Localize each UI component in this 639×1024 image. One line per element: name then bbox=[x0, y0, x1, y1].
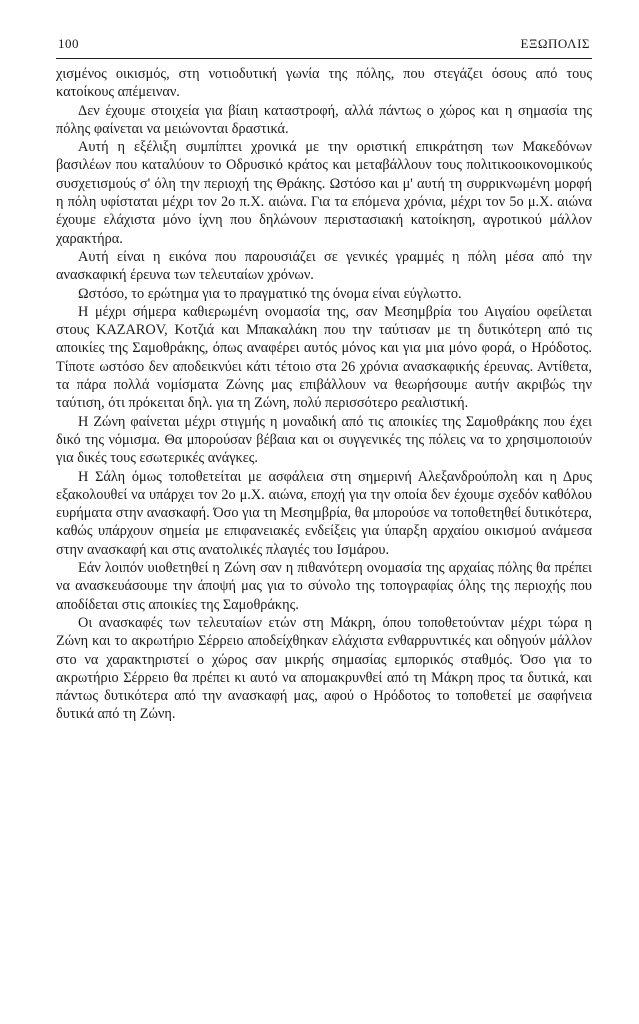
paragraph: Εάν λοιπόν υιοθετηθεί η Ζώνη σαν η πιθανότερη ονομασία της αρχαίας πόλης θα πρέπει να ανασκευάσουμε την άποψή μας για το σύνολο της τοπογραφίας όλης της περιοχής που αποδίδεται στις αποικίες της Σαμοθράκης. bbox=[56, 560, 592, 613]
running-title: ΕΞΩΠΟΛΙΣ bbox=[520, 36, 590, 51]
paragraph: Η Σάλη όμως τοποθετείται με ασφάλεια στη σημερινή Αλεξανδρούπολη και η Δρυς εξακολουθεί να υπάρχει τον 2ο μ.Χ. αιώνα, εποχή για την οποία δεν έχουμε σχεδόν καθόλου ευρήματα στην ανασκαφή. Όσο για τη Μεσημβρία, θα μπορούσε να τοποθετηθεί δυτικότερα, καθώς υπάρχουν σημεία με επιφανειακές ενδείξεις για ύπαρξη αρχαίου οικισμού ανάμεσα στην ανασκαφή και στις ανατολικές πλαγιές του Ισμάρου. bbox=[56, 468, 592, 558]
page-header bbox=[56, 36, 592, 59]
paragraph: χισμένος οικισμός, στη νοτιοδυτική γωνία της πόλης, που στεγάζει όσους από τους κατοίκους απέμειναν. bbox=[56, 66, 592, 101]
paragraph: Αυτή η εξέλιξη συμπίπτει χρονικά με την οριστική επικράτηση των Μακεδόνων βασιλέων που καταλύουν το Οδρυσικό κράτος και μεταβάλλουν τους πολιτικοοικονομικούς συσχετισμούς σ' όλη την περιοχή της Θράκης. Ωστόσο και μ' αυτή τη συρρικνωμένη μορφή η πόλη υφίσταται μέχρι τον 2ο π.Χ. αιώνα. Για τα επόμενα χρόνια, μέχρι τον 5ο μ.Χ. αιώνα έχουμε ελάχιστα μόνο ίχνη που δηλώνουν περιστασιακή κατοίκηση, αγροτικού μάλλον χαρακτήρα. bbox=[56, 139, 592, 247]
paragraph: Ωστόσο, το ερώτημα για το πραγματικό της όνομα είναι εύγλωττο. bbox=[78, 285, 462, 302]
paragraph: Δεν έχουμε στοιχεία για βίαιη καταστροφή, αλλά πάντως ο χώρος και η σημασία της πόλης φαίνεται να μειώνονται δραστικά. bbox=[56, 102, 592, 137]
page-number: 100 bbox=[58, 36, 79, 51]
paragraph: Αυτή είναι η εικόνα που παρουσιάζει σε γενικές γραμμές η πόλη μέσα από την ανασκαφική έρευνα των τελευταίων χρόνων. bbox=[56, 248, 592, 284]
body-text bbox=[56, 65, 592, 724]
book-page bbox=[56, 36, 592, 724]
paragraph: Η μέχρι σήμερα καθιερωμένη ονομασία της, σαν Μεσημβρία του Αιγαίου οφείλεται στους KAZAROV, Κοτζιά και Μπακαλάκη που την ταύτισαν με τη δυτικότερη από τις αποικίες της Σαμοθράκης, όπως αναφέρει αυτός μόνος και για μια μόνο φορά, ο Ηρόδοτος. Τίποτε ωστόσο δεν αποδεικνύει κάτι τέτοιο στα 26 χρόνια ανασκαφικής έρευνας. Αντίθετα, τα πάρα πολλά νομίσματα Ζώνης μας επιβάλλουν να θεωρήσουμε αυτήν ακριβώς την ταύτιση, ότι πρόκειται δηλ. για τη Ζώνη, πολύ περισσότερο ρεαλιστική. bbox=[56, 303, 592, 412]
paragraph: Οι ανασκαφές των τελευταίων ετών στη Μάκρη, όπου τοποθετούνταν μέχρι τώρα η Ζώνη και το ακρωτήριο Σέρρειο αποδείχθηκαν ελάχιστα ενθαρρυντικές και οδηγούν μάλλον στο να χαρακτηριστεί ο χώρος σαν μικρής σημασίας εμπορικός σταθμός. Όσο για το ακρωτήριο Σέρρειο θα πρέπει κι αυτό να απομακρυνθεί από τη Μάκρη προς τα δυτικά, και πάντως δυτικότερα από την ανασκαφή μας, αφού ο Ηρόδοτος το τοποθετεί με σαφήνεια δυτικά από τη Ζώνη. bbox=[56, 614, 592, 723]
paragraph: Η Ζώνη φαίνεται μέχρι στιγμής η μοναδική από τις αποικίες της Σαμοθράκης που έχει δικό της νόμισμα. Θα μπορούσαν βέβαια και οι συγγενικές της πόλεις να το χρησιμοποιούν για δικές τους εσωτερικές ανάγκες. bbox=[56, 413, 592, 467]
